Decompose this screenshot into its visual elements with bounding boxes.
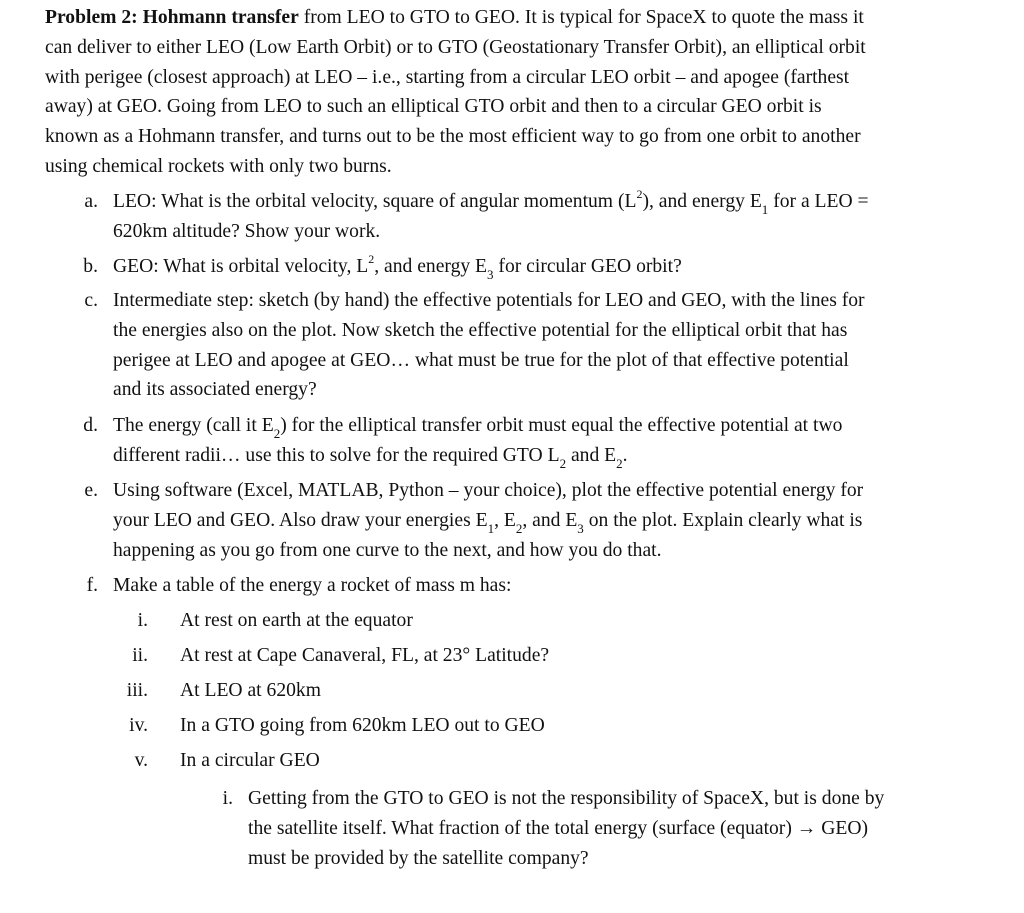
subscript: 2 (515, 520, 523, 536)
part-b-marker: b. (83, 256, 98, 277)
text-line: the energies also on the plot. Now sketch the effective potential for the elliptical orbit that has (113, 319, 848, 341)
text-line: 620km altitude? Show your work. (113, 220, 381, 242)
text-run: . (622, 444, 628, 466)
subitem-text: At rest at Cape Canaveral, FL, at 23° Latitude? (180, 645, 550, 666)
text-line: Using software (Excel, MATLAB, Python – your choice), plot the effective potential energy for (113, 480, 864, 501)
subscript: 2 (273, 425, 281, 441)
subitem-marker: ii. (132, 645, 148, 666)
text-run: , E (494, 509, 516, 531)
text-run: for circular GEO orbit? (493, 256, 682, 277)
subitem-marker: iv. (129, 715, 148, 736)
text-line: must be provided by the satellite company? (248, 847, 589, 869)
part-e-marker: e. (84, 480, 98, 501)
text-line: perigee at LEO and apogee at GEO… what must be true for the plot of that effective potential (113, 349, 849, 371)
text-run: for a LEO = (768, 191, 869, 212)
text-line: happening as you go from one curve to the next, and how you do that. (113, 539, 662, 561)
subitem-marker: i. (137, 610, 148, 631)
text-run: on the plot. Explain clearly what is (583, 509, 863, 531)
part-a-text (113, 187, 869, 247)
subitem-text: At LEO at 620km (180, 680, 321, 701)
note-marker: i. (222, 788, 233, 809)
part-c-marker: c. (84, 290, 98, 311)
text-run: , and E (522, 509, 578, 531)
subitem-marker: iii. (126, 680, 148, 701)
text-run: your LEO and GEO. Also draw your energies E (113, 509, 488, 531)
subscript: 3 (577, 520, 584, 536)
subitem-text: In a circular GEO (180, 750, 320, 771)
note-text (248, 784, 884, 873)
intro-line: using chemical rockets with only two burns. (45, 155, 392, 177)
text-line: Intermediate step: sketch (by hand) the effective potentials for LEO and GEO, with the lines for (113, 290, 865, 311)
part-c-text (113, 286, 865, 405)
intro-line: can deliver to either LEO (Low Earth Orbit) or to GTO (Geostationary Transfer Orbit), an elliptical orbit (45, 36, 866, 58)
text-run: ), and energy E (642, 191, 762, 212)
superscript: 2 (636, 187, 643, 202)
subscript: 2 (559, 455, 567, 471)
subitem-text: In a GTO going from 620km LEO out to GEO (180, 715, 545, 736)
superscript: 2 (368, 252, 375, 267)
part-f-marker: f. (86, 575, 98, 596)
text-run: different radii… use this to solve for the required GTO L (113, 444, 560, 466)
text-line: Make a table of the energy a rocket of mass m has: (113, 575, 512, 596)
text-run: LEO: What is the orbital velocity, square of angular momentum (L (113, 191, 637, 212)
problem-intro (45, 3, 1005, 182)
part-b-text (113, 252, 682, 282)
part-e-text (113, 476, 863, 565)
text-run: , and energy E (374, 256, 488, 277)
subscript: 1 (761, 201, 769, 217)
intro-line (45, 3, 1005, 33)
text-line: Getting from the GTO to GEO is not the responsibility of SpaceX, but is done by (248, 788, 885, 809)
part-f-text (113, 571, 511, 601)
subitem-text: At rest on earth at the equator (180, 610, 413, 631)
text-run: GEO: What is orbital velocity, L (113, 256, 369, 277)
problem-title: Problem 2: Hohmann transfer (45, 7, 299, 28)
part-a-marker: a. (84, 191, 98, 212)
text-run: ) for the elliptical transfer orbit must equal the effective potential at two (280, 415, 843, 436)
intro-text: from LEO to GTO to GEO. It is typical for SpaceX to quote the mass it (298, 7, 864, 28)
subscript: 1 (487, 520, 495, 536)
subscript: 3 (487, 266, 494, 282)
subitem-marker: v. (134, 750, 148, 771)
text-line: the satellite itself. What fraction of the total energy (surface (equator) → GEO) (248, 817, 869, 839)
text-run: The energy (call it E (113, 415, 274, 436)
intro-line: away) at GEO. Going from LEO to such an elliptical GTO orbit and then to a circular GEO orbit is (45, 96, 822, 118)
intro-line: with perigee (closest approach) at LEO – i.e., starting from a circular LEO orbit – and apogee (farthest (45, 66, 850, 88)
part-d-text (113, 411, 842, 471)
text-line: and its associated energy? (113, 379, 317, 401)
text-run: and E (566, 444, 617, 466)
part-d-marker: d. (83, 415, 98, 436)
intro-line: known as a Hohmann transfer, and turns out to be the most efficient way to go from one orbit to another (45, 126, 861, 148)
subscript: 2 (616, 455, 623, 471)
